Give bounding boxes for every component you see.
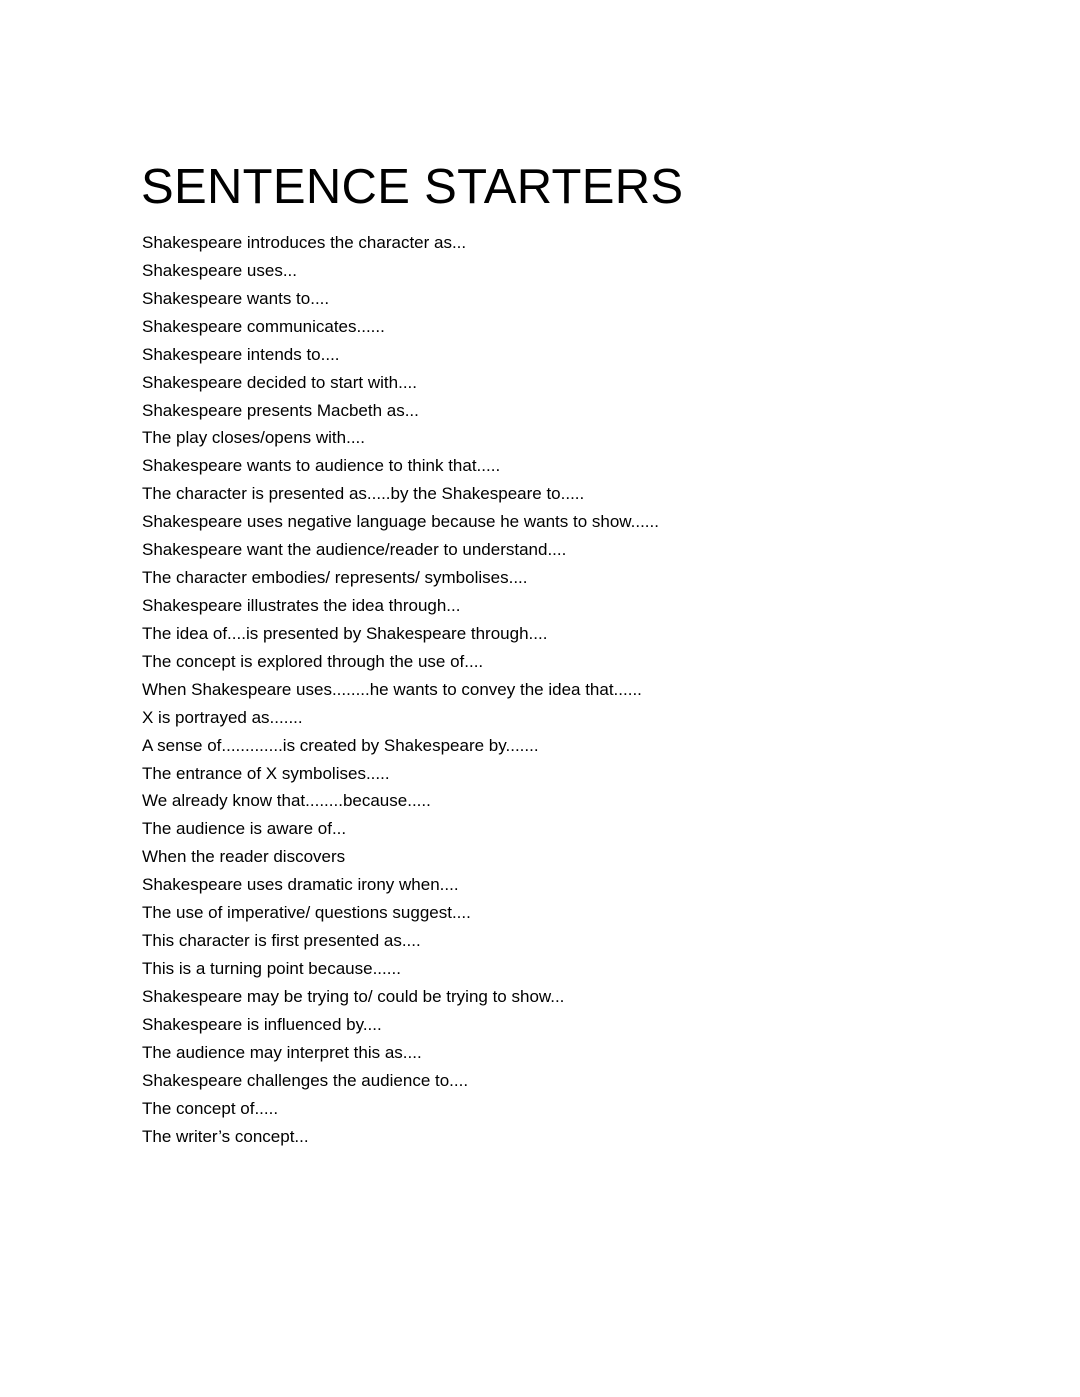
- sentence-starter: Shakespeare decided to start with....: [142, 372, 417, 392]
- sentence-starter: Shakespeare illustrates the idea through...: [142, 595, 461, 615]
- sentence-starter: We already know that........because.....: [142, 791, 431, 811]
- sentence-starter: Shakespeare may be trying to/ could be trying to show...: [142, 986, 565, 1006]
- sentence-starter: Shakespeare uses dramatic irony when....: [142, 875, 459, 895]
- sentence-starter: A sense of.............is created by Shakespeare by.......: [142, 735, 539, 755]
- sentence-starter: The audience is aware of...: [142, 819, 347, 839]
- sentence-starter: When the reader discovers: [142, 847, 346, 867]
- sentence-starter: Shakespeare communicates......: [142, 316, 385, 336]
- sentence-starter: The concept is explored through the use of....: [142, 651, 484, 671]
- sentence-starter: The idea of....is presented by Shakespeare through....: [142, 623, 548, 643]
- sentence-starter: The audience may interpret this as....: [142, 1042, 422, 1062]
- sentence-starter: Shakespeare intends to....: [142, 344, 340, 364]
- sentence-starter: The writer’s concept...: [142, 1126, 309, 1146]
- sentence-starter: Shakespeare wants to....: [142, 288, 330, 308]
- sentence-starter: This is a turning point because......: [142, 958, 401, 978]
- sentence-starter: The entrance of X symbolises.....: [142, 763, 390, 783]
- sentence-starter: Shakespeare introduces the character as...: [142, 233, 467, 252]
- sentence-starter: Shakespeare uses...: [142, 260, 297, 280]
- sentence-starter: The character embodies/ represents/ symbolises....: [142, 568, 528, 588]
- sentence-starter-list: [142, 229, 659, 1150]
- page-title: SENTENCE STARTERS: [141, 160, 684, 214]
- sentence-starter: Shakespeare challenges the audience to....: [142, 1070, 469, 1090]
- sentence-starter: The concept of.....: [142, 1098, 279, 1118]
- sentence-starter: When Shakespeare uses........he wants to convey the idea that......: [142, 679, 642, 699]
- sentence-starter: Shakespeare uses negative language because he wants to show......: [142, 512, 659, 532]
- sentence-starter: Shakespeare is influenced by....: [142, 1014, 382, 1034]
- sentence-starter: X is portrayed as.......: [142, 707, 303, 727]
- sentence-starter: This character is first presented as....: [142, 931, 421, 951]
- sentence-starter: The character is presented as.....by the Shakespeare to.....: [142, 484, 585, 504]
- sentence-starter: The play closes/opens with....: [142, 428, 366, 448]
- sentence-starter: The use of imperative/ questions suggest....: [142, 903, 471, 923]
- sentence-starter: Shakespeare want the audience/reader to understand....: [142, 540, 567, 560]
- sentence-starter: Shakespeare wants to audience to think that.....: [142, 456, 501, 476]
- sentence-starter: Shakespeare presents Macbeth as...: [142, 400, 419, 420]
